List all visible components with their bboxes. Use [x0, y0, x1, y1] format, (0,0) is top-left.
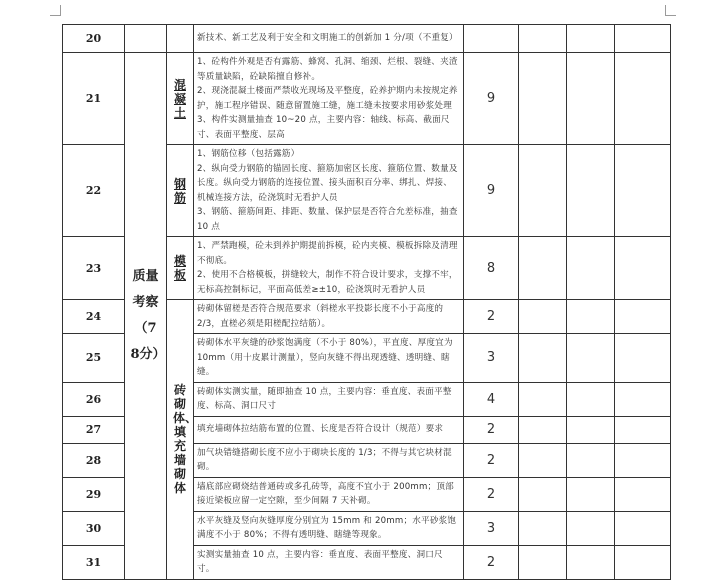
criteria-description	[194, 145, 464, 237]
blank-entry-cell[interactable]	[615, 477, 671, 511]
score-value: 3	[464, 334, 519, 383]
blank-entry-cell[interactable]	[567, 416, 615, 443]
row-number: 25	[63, 334, 125, 383]
blank-entry-cell[interactable]	[567, 382, 615, 416]
row-number: 22	[63, 145, 125, 237]
subcategory-empty-cell	[167, 25, 194, 53]
blank-entry-cell[interactable]	[567, 53, 615, 145]
score-value: 9	[464, 53, 519, 145]
blank-entry-cell[interactable]	[567, 443, 615, 477]
criteria-line: 砖砌体实测实量，随即抽查 10 点，主要内容：垂直度、表面平整度、标高、洞口尺寸	[197, 386, 452, 411]
score-value: 8	[464, 237, 519, 300]
criteria-description	[194, 53, 464, 145]
blank-entry-cell[interactable]	[615, 53, 671, 145]
blank-entry-cell[interactable]	[615, 25, 671, 53]
blank-entry-cell[interactable]	[567, 334, 615, 383]
criteria-description	[194, 300, 464, 334]
blank-entry-cell[interactable]	[615, 382, 671, 416]
criteria-line: 1、严禁跑模，砼未到养护期提前拆模，砼内夹模、模板拆除及清理不彻底。	[197, 241, 458, 266]
score-value: 2	[464, 443, 519, 477]
blank-entry-cell[interactable]	[615, 300, 671, 334]
row-number: 27	[63, 416, 125, 443]
criteria-description	[194, 237, 464, 300]
score-value: 4	[464, 382, 519, 416]
blank-entry-cell[interactable]	[567, 237, 615, 300]
table-row	[63, 53, 671, 145]
row-number: 30	[63, 511, 125, 545]
row-number: 21	[63, 53, 125, 145]
blank-entry-cell[interactable]	[615, 237, 671, 300]
blank-entry-cell[interactable]	[519, 382, 567, 416]
criteria-line: 1、钢筋位移（包括露筋）	[197, 149, 300, 159]
criteria-description	[194, 443, 464, 477]
subcategory-label: 砖砌体、填充墙砌体	[173, 383, 198, 496]
blank-entry-cell[interactable]	[615, 145, 671, 237]
category-cell	[125, 53, 167, 580]
blank-entry-cell[interactable]	[519, 237, 567, 300]
blank-entry-cell[interactable]	[567, 25, 615, 53]
criteria-description	[194, 416, 464, 443]
blank-entry-cell[interactable]	[567, 511, 615, 545]
score-value: 3	[464, 511, 519, 545]
subcategory-cell	[167, 237, 194, 300]
score-value: 2	[464, 416, 519, 443]
blank-entry-cell[interactable]	[519, 511, 567, 545]
quality-inspection-table	[62, 24, 671, 580]
criteria-line: 墙底部应砌烧结普通砖或多孔砖等，高度不宜小于 200mm；顶部接近梁板应留一定空隙，至少间隔 7 天补砌。	[197, 481, 454, 506]
criteria-line: 1、砼构件外观是否有露筋、蜂窝、孔洞、缩颈、烂根、裂缝、夹渣等质量缺陷，砼缺陷擅自修补。	[197, 57, 458, 82]
subcategory-label: 模板	[173, 254, 186, 282]
criteria-description	[194, 382, 464, 416]
score-value: 2	[464, 477, 519, 511]
blank-entry-cell[interactable]	[615, 416, 671, 443]
score-value	[464, 25, 519, 53]
blank-entry-cell[interactable]	[519, 477, 567, 511]
blank-entry-cell[interactable]	[519, 334, 567, 383]
criteria-line: 砖砌体水平灰缝的砂浆饱满度（不小于 80%），平直度、厚度宜为 10mm（用十皮累计测量），竖向灰缝不得出现透缝、透明缝、瞎缝。	[197, 338, 453, 377]
blank-entry-cell[interactable]	[519, 545, 567, 579]
crop-mark-top-left	[50, 5, 61, 16]
row-number: 28	[63, 443, 125, 477]
subcategory-label: 混凝土	[173, 77, 186, 120]
row-number: 31	[63, 545, 125, 579]
blank-entry-cell[interactable]	[615, 334, 671, 383]
crop-mark-top-right	[665, 5, 676, 16]
row-number: 23	[63, 237, 125, 300]
blank-entry-cell[interactable]	[519, 145, 567, 237]
score-value: 2	[464, 545, 519, 579]
row-number: 20	[63, 25, 125, 53]
blank-entry-cell[interactable]	[519, 25, 567, 53]
blank-entry-cell[interactable]	[567, 477, 615, 511]
subcategory-cell	[167, 53, 194, 145]
blank-entry-cell[interactable]	[519, 53, 567, 145]
category-points: （78分）	[130, 320, 166, 362]
criteria-line: 3、钢筋、箍筋间距、排距、数量、保护层是否符合允差标准，抽查 10 点	[197, 207, 458, 232]
criteria-line: 实测实量抽查 10 点，主要内容：垂直度、表面平整度、洞口尺寸。	[197, 549, 443, 574]
row-number: 24	[63, 300, 125, 334]
criteria-description	[194, 545, 464, 579]
criteria-line: 3、构件实测量抽查 10~20 点，主要内容：轴线、标高、截面尺寸、表面平整度、层高	[197, 115, 450, 140]
subcategory-cell	[167, 145, 194, 237]
score-value: 9	[464, 145, 519, 237]
criteria-description	[194, 511, 464, 545]
blank-entry-cell[interactable]	[519, 300, 567, 334]
blank-entry-cell[interactable]	[519, 443, 567, 477]
blank-entry-cell[interactable]	[567, 300, 615, 334]
subcategory-cell-masonry	[167, 300, 198, 580]
criteria-description	[194, 477, 464, 511]
criteria-line: 2、现浇混凝土楼面严禁收光现场及平整度，砼养护期内未按规定养护，施工程序错误、随意留置施工缝，施工缝未按要求用砂浆处理	[197, 86, 458, 111]
category-empty-cell	[125, 25, 167, 53]
criteria-line: 新技术、新工艺及利于安全和文明施工的创新加 1 分/项（不重复）	[197, 33, 458, 44]
criteria-line: 砖砌体留槎是否符合规范要求（斜槎水平投影长度不小于高度的 2/3，直槎必须是阳槎配拉结筋）。	[197, 304, 444, 329]
criteria-line: 水平灰缝及竖向灰缝厚度分别宜为 15mm 和 20mm；水平砂浆饱满度不小于 80%；不得有透明缝、瞎缝等现象。	[197, 515, 457, 540]
table-row	[63, 25, 671, 53]
category-name: 质量考察	[132, 268, 159, 310]
blank-entry-cell[interactable]	[567, 545, 615, 579]
blank-entry-cell[interactable]	[519, 416, 567, 443]
criteria-description	[194, 25, 464, 53]
blank-entry-cell[interactable]	[567, 145, 615, 237]
subcategory-label: 钢筋	[173, 176, 186, 205]
criteria-line: 加气块错缝搭砌长度不应小于砌块长度的 1/3；不得与其它块材混砌。	[197, 447, 452, 472]
blank-entry-cell[interactable]	[615, 443, 671, 477]
criteria-line: 2、纵向受力钢筋的锚固长度、箍筋加密区长度、箍筋位置、数量及长度。纵向受力钢筋的连接位置、接头面积百分率、绑扎、焊接、机械连接方法，砼浇筑时无看护人员	[197, 163, 458, 203]
blank-entry-cell[interactable]	[615, 511, 671, 545]
row-number: 29	[63, 477, 125, 511]
criteria-line: 2、使用不合格模板，拼缝较大，制作不符合设计要求，支撑不牢，无标高控制标记，平面高低差≥±10，砼浇筑时无看护人员	[197, 270, 458, 295]
blank-entry-cell[interactable]	[615, 545, 671, 579]
criteria-description	[194, 334, 464, 383]
criteria-line: 填充墙砌体拉结筋布置的位置、长度是否符合设计（规范）要求	[197, 424, 444, 435]
row-number: 26	[63, 382, 125, 416]
score-value: 2	[464, 300, 519, 334]
